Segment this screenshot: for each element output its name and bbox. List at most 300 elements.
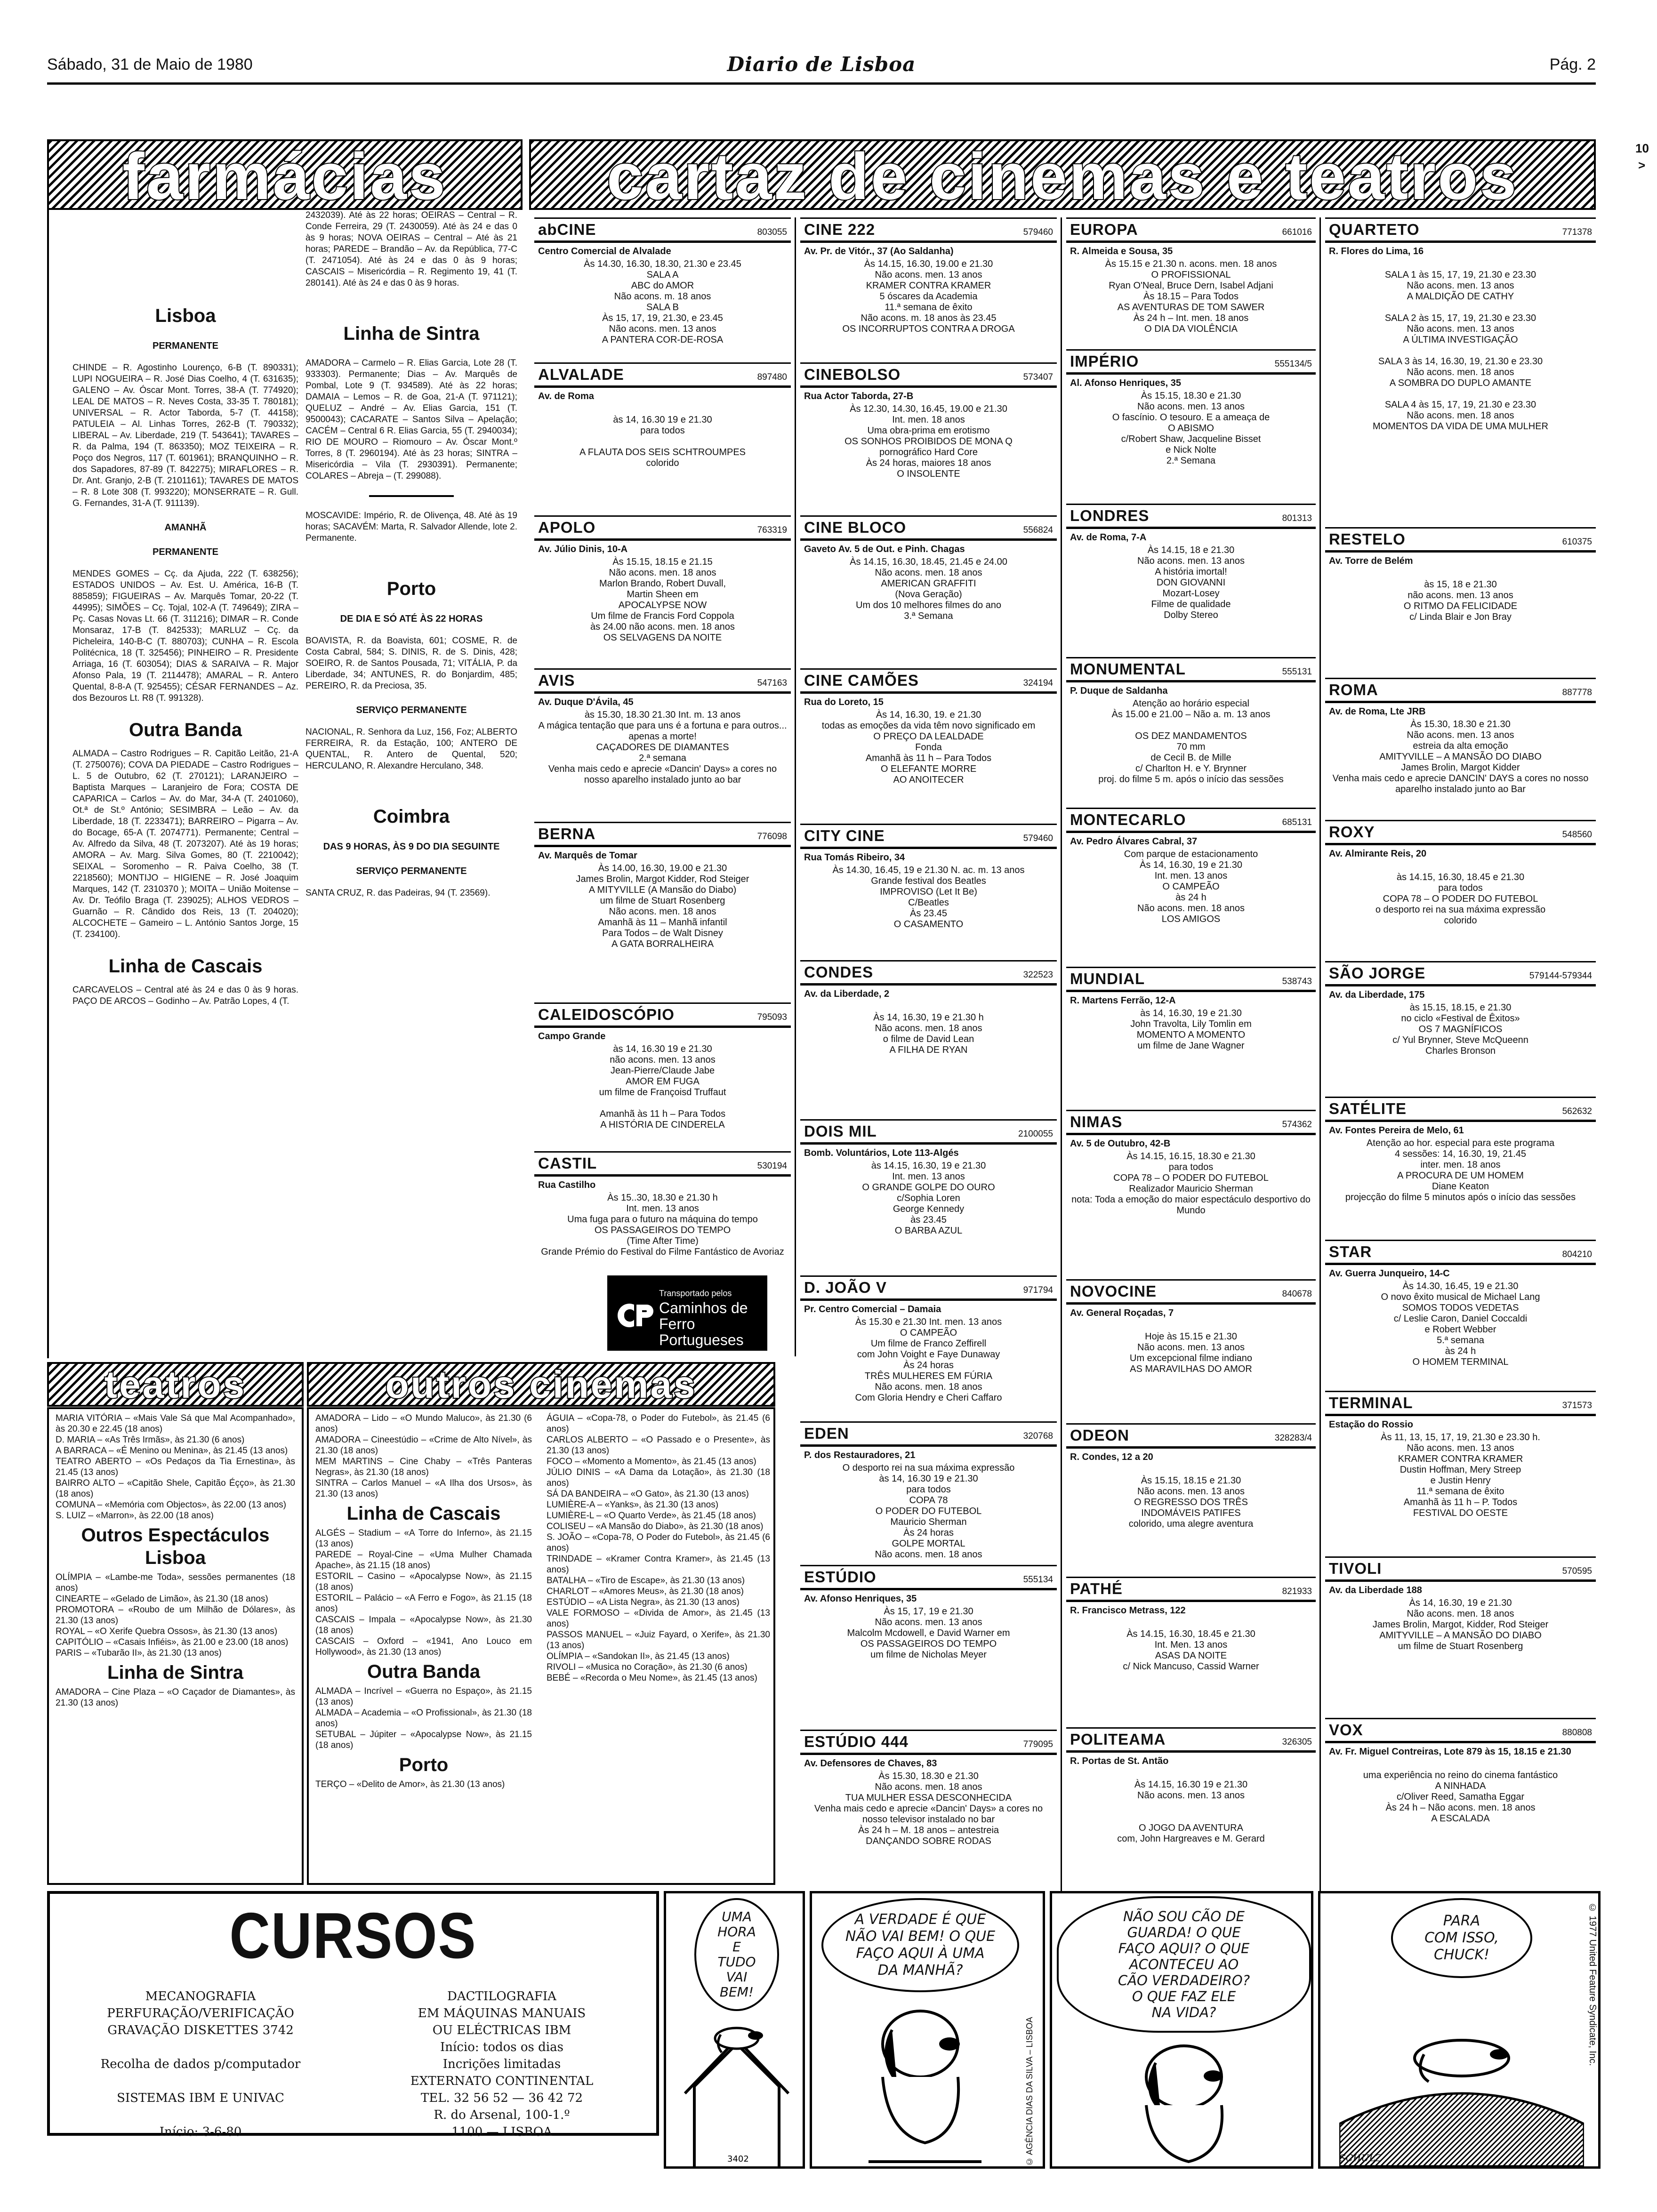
cinema-header <box>534 362 791 388</box>
cinema-address: Av. Defensores de Chaves, 83 <box>804 1758 937 1769</box>
cinema-phone: 579144-579344 <box>1529 971 1592 981</box>
theatre-listing: CAPITÓLIO – «Casais Infiéis», às 21.00 e 23.00 (18 anos) <box>56 1637 289 1647</box>
cinema-header <box>800 217 1057 243</box>
cinema-phone: 574362 <box>1282 1120 1312 1130</box>
cinema-phone: 562632 <box>1562 1106 1592 1116</box>
cinema-address: Av. Duque D'Ávila, 45 <box>538 697 634 707</box>
cinema-header <box>800 960 1057 986</box>
banner-outros-cinemas <box>307 1362 775 1407</box>
comic-panel-2 <box>810 1891 1045 2169</box>
cinema-address: Av. da Liberdade, 175 <box>1329 990 1425 1000</box>
cinema-name: NOVOCINE <box>1070 1282 1157 1300</box>
cinema-name: CONDES <box>804 963 874 981</box>
cinema-phone: 328283/4 <box>1274 1433 1312 1443</box>
cp-logo-icon <box>613 1294 655 1337</box>
cinema-phone: 779095 <box>1023 1739 1053 1749</box>
cinema-header <box>1325 1391 1596 1416</box>
cinema-address: Av. de Roma, Lte JRB <box>1329 706 1426 717</box>
cinema-phone: 804210 <box>1562 1250 1592 1259</box>
cinema-name: CINE BLOCO <box>804 519 907 536</box>
cinema-phone: 555134/5 <box>1274 359 1312 369</box>
cinema-programme: Às 15, 17, 19 e 21.30 Não acons. men. 13 anos Malcolm Mcdowell, e David Warner em OS PASSAGEIROS DO TEMPO um filme de Nicholas Meyer <box>847 1606 1010 1660</box>
cinema-phone: 555131 <box>1282 667 1312 677</box>
listing-paragraph: CHINDE – R. Agostinho Lourenço, 6-B (T. 890331); LUPI NOGUEIRA – R. José Dias Coelho, 4 (T. 631635); GALENO – Av. Óscar Mont. Torres, 38-A (T. 774920); LEAL DE MATOS – R. Neves Costa, 33-35 T. 780181); UNIVERSAL – R. Actor Taborda, 5-7 (T. 44158); PATULEIA – Al. Linhas Torres, 262-B (T. 790332); LIBERAL – Av. Liberdade, 219 (T. 543641); TAVARES – R. da Palma, 194 (T. 863350); MOZ TEIXEIRA – R. Poço dos Negros, 117 (T. 601961); BRANQUINHO – R. dos Sapadores, 87-89 (T. 842275); MIRAFLORES – R. Dr. Ant. Granjo, 2-B (T. 2101161); TAVARES DE MATOS – R. 8 Lote 308 (T. 993220); MONSERRATE – R. Gull. G. Fernandes, 31-A (T. 911139). <box>72 363 298 508</box>
section-heading: Outros Espectáculos Lisboa <box>81 1525 270 1568</box>
cinema-name: ESTÚDIO 444 <box>804 1733 909 1750</box>
cinema-header <box>1325 217 1596 243</box>
cinema-address: Av. Pedro Álvares Cabral, 37 <box>1070 836 1198 847</box>
snoopy-thinking-icon <box>1090 2035 1278 2166</box>
listing-paragraph: SANTA CRUZ, R. das Padeiras, 94 (T. 23569). <box>306 888 491 898</box>
cinema-header <box>1066 1727 1316 1753</box>
cinema-address: Campo Grande <box>538 1031 606 1042</box>
cinema-listing: TERÇO – «Delito de Amor», às 21.30 (13 anos) <box>315 1779 505 1789</box>
theatre-listing: PARIS – «Tubarão II», às 21.30 (13 anos) <box>56 1648 222 1658</box>
cinema-header <box>800 362 1057 388</box>
cinema-header <box>534 1002 791 1028</box>
cinema-address: R. Almeida e Sousa, 35 <box>1070 246 1173 256</box>
cinema-listing: CARLOS ALBERTO – «O Passado e o Presente», às 21.30 (13 anos) <box>547 1435 770 1456</box>
cinema-phone: 685131 <box>1282 817 1312 827</box>
cinema-listing: AMADORA – Cineestúdio – «Crime de Alto Nível», às 21.30 (18 anos) <box>315 1435 532 1456</box>
cinema-programme: Às 14.15, 16.30, 19.00 e 21.30 Não acons. men. 13 anos KRAMER CONTRA KRAMER 5 óscares da Academia 11.ª semana de êxito Não acons. m. 18 anos às 23.45 OS INCORRUPTOS CONTRA A DROGA <box>842 259 1015 334</box>
cinema-address: Rua do Loreto, 15 <box>804 697 884 707</box>
cinema-phone: 538743 <box>1282 977 1312 986</box>
cinema-header <box>800 1275 1057 1301</box>
cinema-name: ALVALADE <box>538 366 624 383</box>
cinema-listing: ALMADA – Incrível – «Guerra no Espaço», às 21.15 (13 anos) <box>315 1686 532 1707</box>
listing-paragraph: CARCAVELOS – Central até às 24 e das 0 às 9 horas. PAÇO DE ARCOS – Godinho – Av. Patrão Lopes, 4 (T. <box>72 985 298 1006</box>
cinema-programme: Às 14.00, 16.30, 19.00 e 21.30 James Brolin, Margot Kidder, Rod Steiger A MITYVILLE (A Mansão do Diabo) um filme de Stuart Rosenberg Não acons. men. 18 anos Amanhã às 11 – Manhã infantil Para Todos – de Walt Disney A GATA BORRALHEIRA <box>576 863 749 949</box>
teatros-section <box>47 1407 304 1885</box>
listing-paragraph: AMADORA – Carmelo – R. Elias Garcia, Lote 28 (T. 933303). Permanente; Dias – Av. Marquês de Pombal, Lote 9 (T. 934589). Até às 22 horas; DAMAIA – Lemos – R. de Goa, 21-A (T. 971121); QUELUZ – André – Av. Elias Garcia, 151 (T. 9500043); CACARATE – Santos Silva – Apelação; CACÉM – Central 6 R. Elias Garcia, 55 (T. 2940034); RIO DE MOURO – Riomouro – Av. Óscar Mont.º Torres, 8 (T. 2960194). Até às 23 horas; SINTRA – Misericórdia – Vila (T. 2930391). Permanente; COLARES – Abreja – (T. 299088). <box>306 358 517 481</box>
section-heading: Linha de Sintra <box>107 1662 243 1683</box>
cinema-header <box>1066 1423 1316 1449</box>
cinema-phone: 821933 <box>1282 1587 1312 1596</box>
cinema-address: Av. Fontes Pereira de Melo, 61 <box>1329 1125 1464 1136</box>
cinema-name: D. JOÃO V <box>804 1279 887 1296</box>
cinema-listing: MEM MARTINS – Cine Chaby – «Três Panteras Negras», às 21.30 (18 anos) <box>315 1457 532 1477</box>
section-heading: Lisboa <box>155 305 216 326</box>
cinema-listing: PAREDE – Royal-Cine – «Uma Mulher Chamada Apache», às 21.15 (18 anos) <box>315 1550 532 1571</box>
cinema-address: Centro Comercial de Alvalade <box>538 246 671 256</box>
sub-heading: DAS 9 HORAS, ÀS 9 DO DIA SEGUINTE <box>323 842 500 852</box>
cinema-header <box>1066 504 1316 529</box>
cinema-listing: JÚLIO DINIS – «A Dama da Lotação», às 21.30 (18 anos) <box>547 1467 770 1488</box>
cinema-address: Av. Afonso Henriques, 35 <box>804 1594 917 1604</box>
cinema-name: POLITEAMA <box>1070 1731 1166 1748</box>
cinema-listing: ESTÚDIO – «A Lista Negra», às 21.30 (13 anos) <box>547 1597 740 1607</box>
cursos-ad <box>47 1891 659 2139</box>
section-heading: Outra Banda <box>367 1661 481 1682</box>
theatre-listing: MARIA VITÓRIA – «Mais Vale Sá que Mal Acompanhado», às 20.30 e 22.45 (18 anos) <box>56 1413 295 1434</box>
cinema-listing <box>534 668 791 824</box>
cinema-listing: FOCO – «Momento a Momento», às 21.45 (13 anos) <box>547 1457 756 1467</box>
cinema-listing: COLISEU – «A Mansão do Diabo», às 21.30 (18 anos) <box>547 1522 764 1531</box>
cinema-listing <box>800 217 1057 359</box>
cinema-phone: 801313 <box>1282 513 1312 523</box>
comic-panel-1 <box>664 1891 805 2169</box>
cinema-programme: Atenção ao hor. especial para este programa 4 sessões: 14, 16.30, 19, 21.45 inter. men. 18 anos A PROCURA DE UM HOMEM Diane Keaton projecção do filme 5 minutos após o início das sessões <box>1345 1138 1576 1202</box>
cinema-phone: 322523 <box>1023 970 1053 980</box>
cinema-name: MONUMENTAL <box>1070 660 1186 678</box>
cursos-left-text: MECANOGRAFIA PERFURAÇÃO/VERIFICAÇÃO GRAVAÇÃO DISKETTES 3742 Recolha de dados p/computador SISTEMAS IBM E UNIVAC Início: 3-6-80 <box>100 1989 301 2139</box>
outros-cinemas-section <box>307 1407 775 1885</box>
cinema-programme: às 14.15, 16.30, 18.45 e 21.30 para todos COPA 78 – O PODER DO FUTEBOL o desporto rei na sua máxima expressão colorido <box>1375 872 1546 926</box>
cinema-header <box>1325 1097 1596 1122</box>
cinema-phone: 776098 <box>757 832 787 842</box>
cinema-listing: VALE FORMOSO – «Divida de Amor», às 21.45 (13 anos) <box>547 1608 770 1629</box>
banner-title: farmácias <box>122 139 447 210</box>
cinema-programme: Às 14.15, 18 e 21.30 Não acons. men. 13 anos A história imortal! DON GIOVANNI Mozart-Losey Filme de qualidade Dolby Stereo <box>1137 545 1245 620</box>
cinema-name: NIMAS <box>1070 1113 1123 1130</box>
divider <box>369 495 454 497</box>
cinema-listing <box>1066 808 1316 965</box>
cinema-header <box>800 1421 1057 1447</box>
cinema-listing <box>1066 1577 1316 1727</box>
cinema-header <box>534 822 791 847</box>
cinema-header <box>1066 1279 1316 1305</box>
cinema-address: Estação do Rossio <box>1329 1419 1413 1430</box>
sub-heading: SERVIÇO PERMANENTE <box>356 705 467 715</box>
section-heading: Linha de Sintra <box>343 323 480 344</box>
cinema-name: abCINE <box>538 221 596 238</box>
cinema-header <box>1066 1110 1316 1135</box>
cinema-header <box>1066 217 1316 243</box>
cinema-listing: TRINDADE – «Kramer Contra Kramer», às 21.45 (13 anos) <box>547 1554 770 1575</box>
cinema-name: CITY CINE <box>804 827 885 844</box>
cinema-listing <box>1066 657 1316 807</box>
banner-title: teatros <box>104 1363 247 1406</box>
cinema-listing <box>1066 349 1316 500</box>
cinema-listing <box>1325 961 1596 1093</box>
cinema-address: Al. Afonso Henriques, 35 <box>1070 378 1181 388</box>
cinema-name: CASTIL <box>538 1154 597 1172</box>
cinema-header <box>800 824 1057 849</box>
cinema-listing <box>800 668 1057 824</box>
cinema-name: QUARTETO <box>1329 221 1420 238</box>
cinema-phone: 771378 <box>1562 227 1592 237</box>
cinema-phone: 661016 <box>1282 227 1312 237</box>
cinema-programme: Às 11, 13, 15, 17, 19, 21.30 e 23.30 h. Não acons. men. 13 anos KRAMER CONTRA KRAMER Dustin Hoffman, Mery Streep e Justin Henry 11.ª semana de êxito Amanhã às 11 h – P. Todos FESTIVAL DO OESTE <box>1381 1432 1540 1518</box>
cursos-right-text: DACTILOGRAFIA EM MÁQUINAS MANUAIS OU ELÉCTRICAS IBM Início: todos os dias Incrições limitadas EXTERNATO CONTINENTAL TEL. 32 56 52 — 36 42 72 R. do Arsenal, 100-1.º 1100 — LISBOA <box>410 1989 594 2139</box>
cinema-programme: Às 14, 16.30, 19 e 21.30 h Não acons. men. 18 anos o filme de David Lean A FILHA DE RYAN <box>873 1012 984 1055</box>
cinema-address: Av. Torre de Belém <box>1329 556 1413 566</box>
cinema-programme: Às 14.30, 16.45, 19 e 21.30 O novo êxito musical de Michael Lang SOMOS TODOS VEDETAS c/ Leslie Caron, Daniel Coccaldi e Robert Webber 5.ª semana às 24 h O HOMEM TERMINAL <box>1381 1281 1540 1367</box>
cinema-programme: às 15.15, 18.15, e 21.30 no ciclo «Festival de Êxitos» OS 7 MAGNÍFICOS c/ Yul Brynner, Steve McQueenn Charles Bronson <box>1392 1002 1528 1056</box>
cinema-listing <box>1066 217 1316 349</box>
cinema-phone: 530194 <box>757 1161 787 1171</box>
cinema-address: R. Martens Ferrão, 12-A <box>1070 995 1176 1006</box>
cinema-address: Av. Guerra Junqueiro, 14-C <box>1329 1268 1450 1279</box>
cinema-name: STAR <box>1329 1243 1372 1260</box>
cinema-name: APOLO <box>538 519 596 536</box>
cinema-name: LONDRES <box>1070 507 1150 524</box>
transport-ad-company: Caminhos de Ferro Portugueses <box>659 1299 748 1348</box>
cinema-listing: LUMIÈRE-A – «Yanks», às 21.30 (13 anos) <box>547 1500 719 1510</box>
cursos-title: CURSOS <box>229 1899 477 1972</box>
cinema-programme: Às 15.30 e 21.30 Int. men. 13 anos O CAMPEÃO Um filme de Franco Zeffirell com John Voight e Faye Dunaway Às 24 horas TRÊS MULHERES EM FÚRIA Não acons. men. 18 anos Com Gloria Hendry e Cheri Caffaro <box>855 1317 1002 1403</box>
cinema-programme: Às 14.15, 16.30, 18.45 e 21.30 Int. Men. 13 anos ASAS DA NOITE c/ Nick Mancuso, Cassid Warner <box>1123 1629 1259 1672</box>
cinema-header <box>800 1730 1057 1755</box>
cinema-header <box>800 1565 1057 1590</box>
listing-paragraph: 2432039). Até às 22 horas; OEIRAS – Central – R. Conde Ferreira, 29 (T. 2430059). Até às 24 e das 0 às 9 horas; NOVA OEIRAS – Central – Até às 21 horas; PAREDE – Brandão – Av. da República, 77-C (T. 2471054). Até às 24 e das 0 às 9 horas; CASCAIS – Misericórdia – R. Regimento 19, 41 (T. 280141). Até às 24 e das 0 às 9 horas. <box>306 210 517 288</box>
banner-title: cartaz de cinemas e teatros <box>606 139 1519 210</box>
cinema-header <box>1066 657 1316 682</box>
cinema-programme: Às 15.15 e 21.30 n. acons. men. 18 anos O PROFISSIONAL Ryan O'Neal, Bruce Dern, Isabel Adjani Às 18.15 – Para Todos AS AVENTURAS DE TOM SAWER Às 24 h – Int. men. 18 anos O DIA DA VIOLÊNCIA <box>1105 259 1277 334</box>
cinema-name: SATÉLITE <box>1329 1100 1407 1117</box>
listing-paragraph: MENDES GOMES – Cç. da Ajuda, 222 (T. 638256); ESTADOS UNIDOS – Av. Est. U. América, 16-B (T. 885859); FIGUEIRAS – Av. Marquês Tomar, 20-22 (T. 44995); SIMÕES – Cç. Tojal, 102-A (T. 749649); ZIRA – Pç. Casas Novas Lt. 66 (T. 311216); DIMAR – R. Conde Monsaraz, 17-B (T. 842533); MARLUZ – Cç. da Picheleira, 140-B-C (T. 880703); CUNHA – R. Escola Politécnica, 18 (T. 325456); PINHEIRO – R. Presidente Arriaga, 16 (T. 603054); DIAS & SARAIVA – R. Major Afonso Pala, 19 (T. 2114478); AMARAL – R. Antero Quental, 8-8-A (T. 925455); CÉSAR FERNANDES – Az. dos Bezouros Lt. R8 (T. 991328). <box>72 569 298 703</box>
cinema-address: Rua Actor Taborda, 27-B <box>804 391 914 401</box>
cinema-listing <box>800 960 1057 1118</box>
outros-cinemas-column <box>547 1413 770 1879</box>
cinema-phone: 573407 <box>1023 372 1053 382</box>
cinema-listing <box>1066 1279 1316 1419</box>
cinema-header <box>1325 1240 1596 1265</box>
theatre-listing: S. LUIZ – «Marron», às 22.00 (18 anos) <box>56 1511 214 1521</box>
cinema-header <box>800 668 1057 694</box>
cinema-phone: 610375 <box>1562 537 1592 547</box>
cinema-header <box>1066 967 1316 992</box>
cinema-listing <box>1325 1718 1596 1868</box>
cinema-programme: Atenção ao horário especial Às 15.00 e 21.00 – Não a. m. 13 anos OS DEZ MANDAMENTOS 70 mm de Cecil B. de Mille c/ Charlton H. e Y. Brynner proj. do filme 5 m. após o início das sessões <box>1098 698 1284 785</box>
artist-signature: SCHULZ <box>1339 2152 1382 2164</box>
cinema-name: ODEON <box>1070 1427 1130 1444</box>
cinema-address: Av. Pr. de Vitór., 37 (Ao Saldanha) <box>804 246 954 256</box>
edge-mark: 10 <box>1635 141 1649 155</box>
cinema-phone: 897480 <box>757 372 787 382</box>
transport-ad <box>607 1275 767 1351</box>
cinema-header <box>534 1151 791 1177</box>
cinema-listing: ALGÉS – Stadium – «A Torre do Inferno», às 21.15 (13 anos) <box>315 1528 532 1549</box>
cinema-address: R. Portas de St. Antão <box>1070 1756 1169 1766</box>
section-heading: Porto <box>386 578 436 599</box>
theatre-listing: ROYAL – «O Xerife Quebra Ossos», às 21.30 (13 anos) <box>56 1627 278 1636</box>
banner-title: outros cinemas <box>385 1363 697 1406</box>
cinema-address: Av. Júlio Dinis, 10-A <box>538 544 628 554</box>
cinema-phone: 579460 <box>1023 227 1053 237</box>
cinema-programme: Às 14.15, 16.15, 18.30 e 21.30 para todos COPA 78 – O PODER DO FUTEBOL Realizador Mauricio Sherman nota: Toda a emoção do maior espectáculo desportivo do Mundo <box>1071 1151 1311 1216</box>
cinema-address: Av. da Liberdade 188 <box>1329 1585 1422 1595</box>
cinema-programme: Às 14.15, 16.30 19 e 21.30 Não acons. men. 13 anos O JOGO DA AVENTURA com, John Hargreaves e M. Gerard <box>1117 1779 1265 1844</box>
banner-farmacias <box>47 139 523 210</box>
cinema-phone: 371573 <box>1562 1401 1592 1411</box>
snoopy-doghouse-icon <box>666 2011 803 2166</box>
cinema-header <box>1325 961 1596 986</box>
listing-paragraph: NACIONAL, R. Senhora da Luz, 156, Foz; ALBERTO FERREIRA, R. da Estação, 100; ANTERO DE QUENTAL, R. Antero de Quental, 520; HERCULANO, R. Alexandre Herculano, 348. <box>306 727 517 771</box>
cinema-programme: às 15.30, 18.30 21.30 Int. m. 13 anos A mágica tentação que para uns é a fortuna e para outros... apenas a morte! CAÇADORES DE DIAMANTES 2.ª semana Venha mais cedo e aprecie «Dancin' Days» a cores no nosso aparelho instalado junto ao bar <box>538 710 787 785</box>
cinema-listing: BATALHA – «Tiro de Escape», às 21.30 (13 anos) <box>547 1576 745 1586</box>
cinema-programme: Às 12.30, 14.30, 16.45, 19.00 e 21.30 Int. men. 18 anos Uma obra-prima em erotismo OS SONHOS PROIBIDOS DE MONA Q pornográfico Hard Core Às 24 horas, maiores 18 anos O INSOLENTE <box>845 404 1013 479</box>
cinema-name: MUNDIAL <box>1070 970 1145 987</box>
cinema-name: CALEIDOSCÓPIO <box>538 1006 675 1023</box>
cinema-programme: Às 15.15, 18.15 e 21.15 Não acons. men. 18 anos Marlon Brando, Robert Duvall, Martin Sheen em APOCALYPSE NOW Um filme de Francis Ford Coppola às 24.00 não acons. men. 18 anos OS SELVAGENS DA NOITE <box>590 557 735 643</box>
cinema-address: Av. da Liberdade, 2 <box>804 989 890 999</box>
cinema-listing: RIVOLI – «Musica no Coração», às 21.30 (6 anos) <box>547 1662 748 1672</box>
cinema-listing <box>800 1421 1057 1565</box>
cinema-listing: S. JOÃO – «Copa-78, O Poder do Futebol», às 21.45 (6 anos) <box>547 1532 770 1553</box>
cinema-phone: 320768 <box>1023 1431 1053 1441</box>
cinema-programme: Às 15.30, 18.30 e 21.30 Não acons. men. 18 anos TUA MULHER ESSA DESCONHECIDA Venha mais cedo e aprecie «Dancin' Days» a cores no nosso televisor instalado no bar Às 24 h – M. 18 anos – antestreia DANÇANDO SOBRE RODAS <box>814 1771 1043 1846</box>
cinema-listing: CHARLOT – «Amores Meus», às 21.30 (18 anos) <box>547 1587 744 1596</box>
cinema-phone: 795093 <box>757 1012 787 1022</box>
speech-bubble: NÃO SOU CÃO DE GUARDA! O QUE FAÇO AQUI? O QUE ACONTECEU AO CÃO VERDADEIRO? O QUE FAZ ELE NA VIDA? <box>1057 1896 1311 2033</box>
theatre-listing: AMADORA – Cine Plaza – «O Caçador de Diamantes», às 21.30 (13 anos) <box>56 1687 295 1708</box>
cinema-name: AVIS <box>538 672 575 689</box>
cinema-phone: 324194 <box>1023 678 1053 688</box>
theatre-listing: COMUNA – «Memória com Objectos», às 22.00 (13 anos) <box>56 1500 286 1510</box>
cinema-name: MONTECARLO <box>1070 811 1186 828</box>
outros-cinemas-column <box>315 1413 532 1879</box>
column-divider <box>1061 217 1062 1893</box>
cinema-address: Av. de Roma, 7-A <box>1070 532 1147 543</box>
cinema-name: CINE CAMÕES <box>804 672 919 689</box>
cinema-programme: às 14.15, 16.30, 19 e 21.30 Int. men. 13 anos O GRANDE GOLPE DO OURO c/Sophia Loren George Kennedy às 23.45 O BARBA AZUL <box>862 1161 995 1236</box>
cinema-listing <box>1325 527 1596 674</box>
cinema-programme: Às 14.30, 16.45, 19 e 21.30 N. ac. m. 13 anos Grande festival dos Beatles IMPROVISO (Let It Be) C/Beatles Às 23.45 O CASAMENTO <box>832 865 1025 930</box>
cinema-listing <box>1325 217 1596 528</box>
cinema-address: R. Flores do Lima, 16 <box>1329 246 1424 256</box>
transport-ad-caption: Transportado pelos <box>659 1289 732 1298</box>
cinema-listing <box>1066 1110 1316 1251</box>
cinema-listing: ESTORIL – Palácio – «A Ferro e Fogo», às 21.15 (18 anos) <box>315 1593 532 1614</box>
listing-paragraph: BOAVISTA, R. da Boavista, 601; COSME, R. de Costa Cabral, 584; S. DINIS, R. de S. Dinis, 428; SOEIRO, R. de Santos Pousada, 71; VITÁLIA, P. da Liberdade, 34; ANTUNES, R. do Bonjardim, 485; PEREIRO, R. da Preciosa, 35. <box>306 636 517 691</box>
cinema-header <box>800 1119 1057 1145</box>
cinema-address: Rua Castilho <box>538 1180 596 1190</box>
copyright-notice: © 1977 United Feature Syndicate, Inc. <box>1587 1903 1598 2066</box>
cinema-name: CINEBOLSO <box>804 366 901 383</box>
page-number: Pág. 2 <box>1549 56 1596 73</box>
cinema-phone: 548560 <box>1562 830 1592 840</box>
speech-bubble: A VERDADE É QUE NÃO VAI BEM! O QUE FAÇO AQUI À UMA DA MANHÃ? <box>821 1898 1019 1992</box>
cinema-address: Av. General Roçadas, 7 <box>1070 1308 1174 1318</box>
cinema-phone: 880808 <box>1562 1728 1592 1738</box>
cinema-listing <box>800 1565 1057 1730</box>
cinema-listing: SINTRA – Carlos Manuel – «A Ilha dos Ursos», às 21.30 (13 anos) <box>315 1478 532 1499</box>
theatre-listing: D. MARIA – «As Três Irmãs», às 21.30 (6 anos) <box>56 1435 245 1445</box>
cinema-phone: 579460 <box>1023 834 1053 843</box>
cinema-listing: LUMIÈRE-L – «O Quarto Verde», às 21.45 (18 anos) <box>547 1511 756 1521</box>
cinema-name: EDEN <box>804 1425 849 1442</box>
sub-heading: AMANHÃ <box>164 522 207 533</box>
cinema-listing: SETUBAL – Júpiter – «Apocalypse Now», às 21.15 (18 anos) <box>315 1730 532 1750</box>
cinema-address: Av. de Roma <box>538 391 594 401</box>
cinema-header <box>534 217 791 243</box>
cinema-phone: 570595 <box>1562 1566 1592 1576</box>
section-heading: Linha de Cascais <box>346 1503 501 1524</box>
cinema-header <box>1325 527 1596 553</box>
cinema-header <box>1325 1718 1596 1743</box>
cinema-programme: Com parque de estacionamento Às 14, 16.30, 19 e 21.30 Int. men. 13 anos O CAMPEÃO às 24 h Não acons. men. 18 anos LOS AMIGOS <box>1124 849 1258 924</box>
cinema-listing <box>1325 1391 1596 1555</box>
cinema-listing: SÁ DA BANDEIRA – «O Gato», às 21.30 (13 anos) <box>547 1489 749 1499</box>
cinema-name: PATHÉ <box>1070 1580 1123 1597</box>
cinema-name: EUROPA <box>1070 221 1138 238</box>
section-heading: Porto <box>399 1755 449 1775</box>
column-divider <box>795 217 796 1356</box>
cinema-address: Av. Fr. Miguel Contreiras, Lote 879 às 15, 18.15 e 21.30 <box>1329 1747 1571 1757</box>
listing-paragraph: MOSCAVIDE: Império, R. de Olivença, 48. Até às 19 horas; SACAVÉM: Marta, R. Salvador Allende, lote 2. Permanente. <box>306 511 517 543</box>
cinema-name: VOX <box>1329 1721 1363 1739</box>
svg-text:3402: 3402 <box>727 2154 749 2164</box>
cinema-listing: ESTORIL – Casino – «Apocalypse Now», às 21.15 (18 anos) <box>315 1571 532 1592</box>
cinema-phone: 840678 <box>1282 1289 1312 1299</box>
cinema-address: Av. Marquês de Tomar <box>538 850 637 861</box>
sub-heading: DE DIA E SÓ ATÉ ÀS 22 HORAS <box>340 614 483 624</box>
cinema-name: ESTÚDIO <box>804 1568 877 1586</box>
cinema-name: BERNA <box>538 825 596 842</box>
cinema-programme: às 14, 16.30, 19 e 21.30 John Travolta, Lily Tomlin em MOMENTO A MOMENTO um filme de Jane Wagner <box>1130 1008 1252 1051</box>
cinema-programme: O desporto rei na sua máxima expressão às 14, 16.30 19 e 21.30 para todos COPA 78 O PODER DO FUTEBOL Mauricio Sherman Às 24 horas GOLPE MORTAL Não acons. men. 18 anos <box>842 1463 1015 1560</box>
cinema-name: TERMINAL <box>1329 1394 1413 1411</box>
cinema-listing <box>1066 1727 1316 1883</box>
cinema-header <box>1325 820 1596 845</box>
cinema-address: Rua Tomás Ribeiro, 34 <box>804 852 905 863</box>
sub-heading: PERMANENTE <box>152 547 218 557</box>
cinema-name: ROXY <box>1329 823 1375 841</box>
cinema-phone: 803055 <box>757 227 787 237</box>
section-heading: Outra Banda <box>129 720 242 740</box>
snoopy-sitting-icon <box>840 2002 1010 2166</box>
theatre-listing: CINEARTE – «Gelado de Limão», às 21.30 (18 anos) <box>56 1594 268 1604</box>
cinema-listing: AMADORA – Lido – «O Mundo Maluco», às 21.30 (6 anos) <box>315 1413 532 1434</box>
cinema-listing <box>1325 1556 1596 1716</box>
theatre-listing: A BARRACA – «É Menino ou Menina», às 21.45 (13 anos) <box>56 1446 288 1456</box>
section-heading: Coimbra <box>373 806 450 827</box>
cinema-header <box>1066 349 1316 375</box>
cinema-header <box>534 668 791 694</box>
farmacias-column <box>72 210 298 1358</box>
cinema-programme: SALA 1 às 15, 17, 19, 21.30 e 23.30 Não acons. men. 13 anos A MALDIÇÃO DE CATHY SALA 2 às 15, 17, 19, 21.30 e 23.30 Não acons. men. 13 anos A ÚLTIMA INVESTIGAÇÃO SALA 3 às 14, 16.30, 19, 21.30 e 23.30 Não acons. men. 18 anos A SOMBRA DO DUPLO AMANTE SALA 4 às 15, 17, 19, 21.30 e 23.30 Não acons. men. 18 anos MOMENTOS DA VIDA DE UMA MULHER <box>1372 270 1549 432</box>
cinema-programme: Hoje às 15.15 e 21.30 Não acons. men. 13 anos Um excepcional filme indiano AS MARAVILHAS DO AMOR <box>1129 1331 1253 1374</box>
cinema-phone: 555134 <box>1023 1575 1053 1585</box>
cinema-programme: Às 15.15, 18.15 e 21.30 Não acons. men. 13 anos O REGRESSO DOS TRÊS INDOMÁVEIS PATIFES colorido, uma alegre aventura <box>1128 1475 1254 1529</box>
doghouse-roof-icon <box>1339 1983 1584 2166</box>
farmacias-section <box>47 210 523 1358</box>
peanuts-comic-strip <box>664 1891 1605 2169</box>
cinema-listing <box>534 362 791 513</box>
cinema-address: R. Francisco Metrass, 122 <box>1070 1605 1186 1616</box>
cinema-programme: Às 14.30, 16.30, 18.30, 21.30 e 23.45 SALA A ABC do AMOR Não acons. m. 18 anos SALA B Às 15, 17, 19, 21.30, e 23.45 Não acons. men. 13 anos A PANTERA COR-DE-ROSA <box>584 259 741 345</box>
cinema-listing <box>800 515 1057 668</box>
cinema-name: SÃO JORGE <box>1329 964 1426 982</box>
cinema-phone: 763319 <box>757 525 787 535</box>
cinema-address: Av. 5 de Outubro, 42-B <box>1070 1138 1171 1149</box>
comic-panel-4 <box>1318 1891 1601 2169</box>
cinema-address: R. Condes, 12 a 20 <box>1070 1452 1153 1462</box>
comic-panel-3 <box>1050 1891 1313 2169</box>
column-divider <box>1319 217 1321 1996</box>
cinema-name: TIVOLI <box>1329 1560 1382 1577</box>
cinema-programme: às 14, 16.30 19 e 21.30 para todos A FLAUTA DOS SEIS SCHTROUMPES colorido <box>579 415 746 468</box>
cinema-name: CINE 222 <box>804 221 876 238</box>
cinema-listing: CASCAIS – Impala – «Apocalypse Now», às 21.30 (18 anos) <box>315 1615 532 1635</box>
cinema-listing: ÁGUIA – «Copa-78, o Poder do Futebol», às 21.45 (6 anos) <box>547 1413 770 1434</box>
cinema-phone: 326305 <box>1282 1737 1312 1747</box>
cinema-listing: BEBÉ – «Recorda o Meu Nome», às 21.45 (13 anos) <box>547 1673 757 1683</box>
cinema-programme: Às 14, 16.30, 19 e 21.30 Não acons. men. 18 anos James Brolin, Margot, Kidder, Rod Steiger AMITYVILLE – A MANSÃO DO DIABO um filme de Stuart Rosenberg <box>1372 1598 1549 1651</box>
theatre-listing: BAIRRO ALTO – «Capitão Shele, Capitão Éçço», às 21.30 (18 anos) <box>56 1478 295 1499</box>
sub-heading: SERVIÇO PERMANENTE <box>356 866 467 876</box>
cinema-listing <box>534 1151 791 1269</box>
cinema-phone: 887778 <box>1562 688 1592 697</box>
cinema-programme: Às 14.15, 16.30, 18.45, 21.45 e 24.00 Não acons. men. 18 anos AMERICAN GRAFFITI (Nova Geração) Um dos 10 melhores filmes do ano 3.ª Semana <box>850 557 1007 621</box>
listing-paragraph: ALMADA – Castro Rodrigues – R. Capitão Leitão, 21-A (T. 2750076); COVA DA PIEDADE – Castro Rodrigues – L. 5 de Outubro, 62 (T. 270121); LARANJEIRO – Baptista Marques – Laranjeiro de Fora; COSTA DE CAPARICA – Carlos – Av. do Mar, 34-A (T. 2401060), Ot.ª de St.º António; SESIMBRA – Leão – Av. da Liberdade, 18 (T. 2233471); BARREIRO – Pigarra – Av. do Bocage, 65-A (T. 2074771). Permanente; Central – Av. Alfredo da Silva, 48 (T. 2073207). Até às 19 horas; AMORA – Av. Marg. Silva Gomes, 80 (T. 2210042); SEIXAL – Soromenho – R. Paiva Coelho, 38 (T. 2218560); MONTIJO – HIGIENE – R. José Joaquim Marques, 142 (T. 2310370 ); MOITA – União Moitense – Av. Dr. Teófilo Braga (T. 239025); ALHOS VEDROS – Guarnão – R. Cândido dos Reis, 13 (T. 204020); ALCOCHETE – Gameiro – L. António Santos Jorge, 15 (T. 234100). <box>72 749 298 939</box>
cinema-listing <box>1066 504 1316 653</box>
cinema-listing: PASSOS MANUEL – «Juiz Fayard, o Xerife», às 21.30 (13 anos) <box>547 1630 770 1651</box>
cinema-header <box>1066 808 1316 833</box>
cinema-listing <box>1325 1240 1596 1390</box>
